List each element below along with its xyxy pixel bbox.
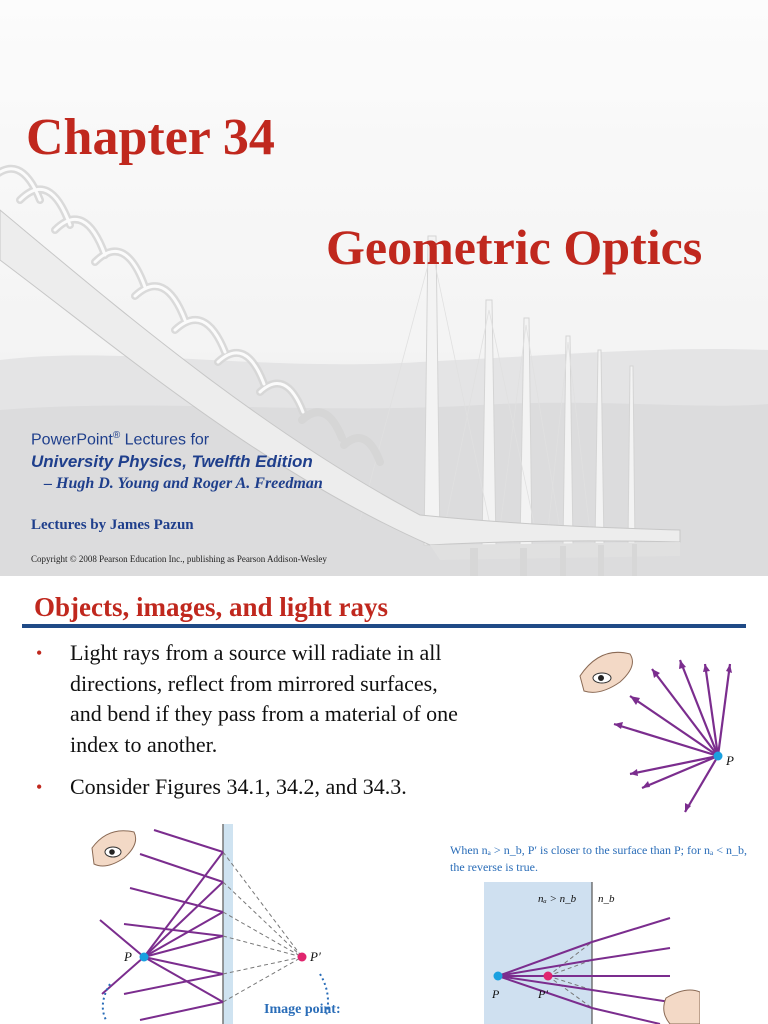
copyright-notice: Copyright © 2008 Pearson Education Inc., publishing as Pearson Addison-Wesley bbox=[31, 554, 327, 564]
virtual-rays bbox=[223, 852, 302, 1002]
eye-icon bbox=[92, 831, 136, 866]
powerpoint-lectures-line bbox=[31, 430, 209, 449]
figure-refraction bbox=[470, 882, 700, 1024]
object-point bbox=[494, 972, 503, 981]
bullet-text: Consider Figures 34.1, 34.2, and 34.3. bbox=[70, 774, 407, 799]
bullet-item bbox=[34, 638, 474, 760]
bullet-marker: • bbox=[36, 643, 43, 663]
title-underline bbox=[22, 624, 746, 628]
slide-title: Objects, images, and light rays bbox=[34, 592, 388, 622]
figure-radiating-source bbox=[570, 636, 760, 816]
subject-title: Geometric Optics bbox=[326, 219, 703, 275]
book-authors: – Hugh D. Young and Roger A. Freedman bbox=[44, 475, 323, 492]
index-b-label: n_b bbox=[598, 893, 615, 905]
refraction-caption: When nₐ > n_b, P′ is closer to the surface than P; for nₐ < n_b, the reverse is true. bbox=[450, 843, 747, 874]
image-point-caption: Image point: bbox=[264, 1002, 341, 1017]
object-label: P bbox=[492, 987, 500, 1001]
light-rays bbox=[614, 660, 730, 812]
content-slide bbox=[0, 576, 768, 1024]
bullet-item bbox=[34, 772, 474, 803]
book-title: University Physics, Twelfth Edition bbox=[31, 452, 313, 471]
eye-icon bbox=[580, 652, 632, 692]
registered-mark: ® bbox=[112, 430, 121, 441]
bullet-list bbox=[34, 638, 474, 815]
point-label: P bbox=[726, 753, 734, 768]
image-label: P′ bbox=[310, 949, 321, 964]
lecturer-credit: Lectures by James Pazun bbox=[31, 517, 194, 533]
powerpoint-label: PowerPoint bbox=[31, 431, 113, 449]
lectures-for-label: Lectures for bbox=[120, 431, 210, 449]
bullet-marker: • bbox=[36, 777, 43, 797]
object-label: P bbox=[124, 949, 132, 964]
object-point bbox=[140, 953, 149, 962]
image-point bbox=[544, 972, 553, 981]
chapter-title: Chapter 34 bbox=[26, 109, 275, 166]
figure-plane-mirror bbox=[80, 824, 340, 1024]
bullet-text: Light rays from a source will radiate in all directions, reflect from mirrored surfaces, and bend if they pass from a material of one index to another. bbox=[70, 640, 458, 757]
source-point bbox=[714, 752, 723, 761]
image-point bbox=[298, 953, 307, 962]
index-relation-label: nₐ > n_b bbox=[538, 893, 577, 905]
image-label: P′ bbox=[538, 987, 548, 1001]
